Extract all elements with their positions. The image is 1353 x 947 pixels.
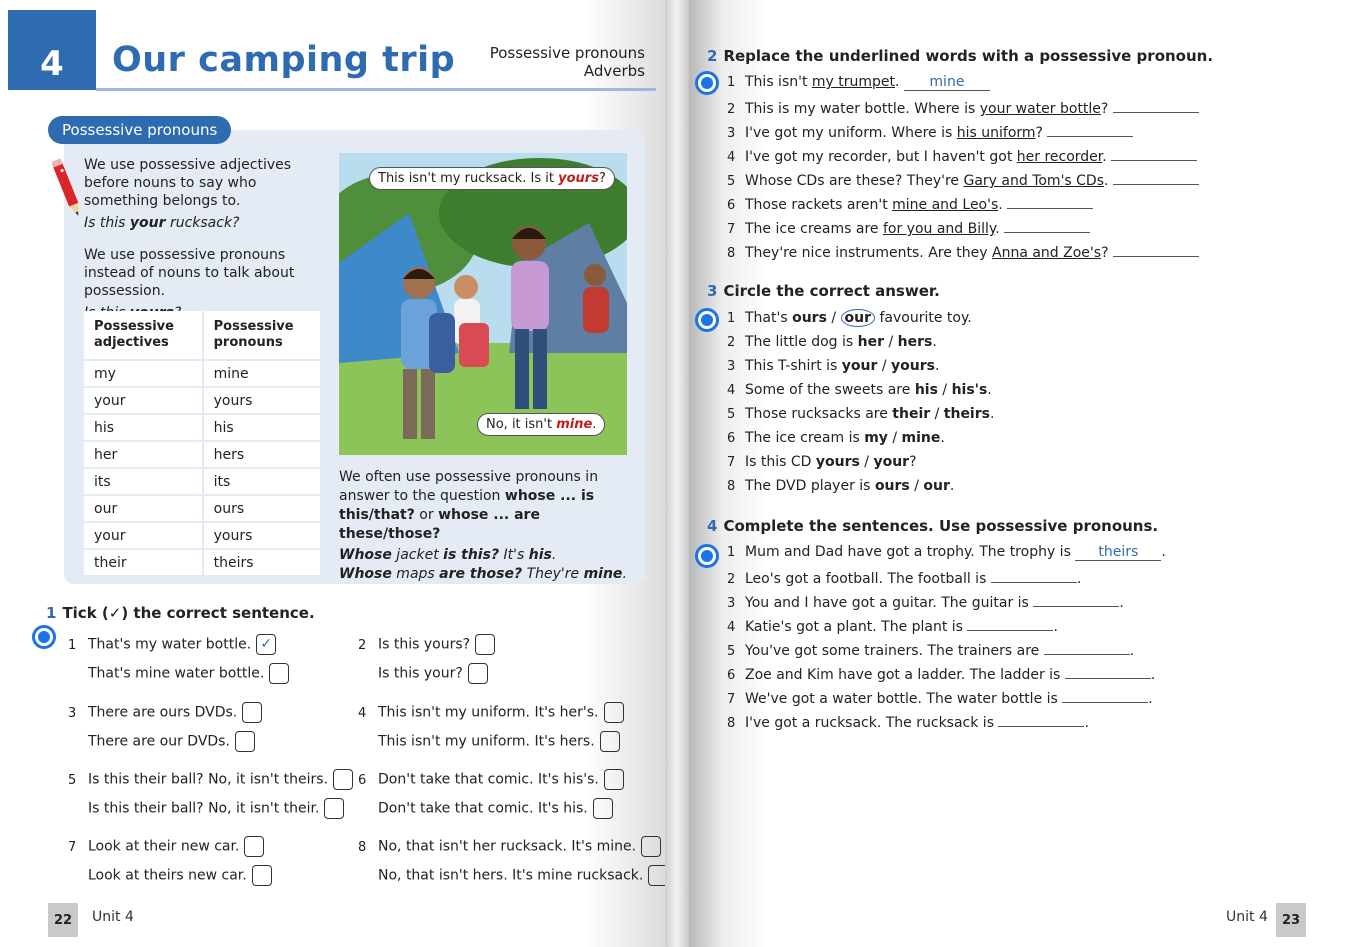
unit-number-badge bbox=[8, 10, 96, 90]
sentence-end: . bbox=[940, 430, 945, 446]
item-number: 8 bbox=[727, 246, 736, 261]
item-number: 3 bbox=[68, 705, 77, 721]
left-page bbox=[0, 0, 665, 947]
option-separator: / bbox=[826, 310, 841, 326]
option-a[interactable]: his bbox=[914, 382, 938, 398]
page-number: 22 bbox=[48, 903, 78, 937]
sentence-text: Katie's got a plant. The plant is bbox=[745, 619, 963, 635]
ex1-sentence-5a bbox=[68, 769, 353, 790]
ex4-item bbox=[727, 568, 1081, 587]
example-marker-icon bbox=[32, 625, 56, 649]
tick-checkbox[interactable] bbox=[333, 769, 353, 790]
ex3-item bbox=[727, 358, 939, 374]
sentence-text: That's my water bottle. bbox=[88, 636, 252, 653]
sentence-end: . bbox=[998, 197, 1003, 213]
table-cell-adjective: your bbox=[84, 522, 203, 549]
tick-checkbox[interactable] bbox=[641, 836, 661, 857]
item-number: 8 bbox=[358, 839, 367, 855]
sentence-end: . bbox=[895, 74, 900, 90]
table-row bbox=[84, 387, 320, 414]
sentence-end: . bbox=[1104, 173, 1109, 189]
tick-checkbox[interactable] bbox=[235, 731, 255, 752]
table-cell-pronoun: yours bbox=[203, 387, 320, 414]
option-separator: / bbox=[930, 406, 944, 422]
ex2-item bbox=[727, 170, 1199, 189]
answer-field[interactable]: theirs bbox=[1075, 544, 1161, 561]
ex1-sentence-4a bbox=[358, 702, 624, 723]
ex1-sentence-1a bbox=[68, 634, 276, 655]
table-header-row bbox=[84, 311, 320, 360]
tick-checkbox[interactable] bbox=[269, 663, 289, 684]
option-b[interactable]: theirs bbox=[943, 406, 990, 422]
ex4-item bbox=[727, 616, 1058, 635]
answer-field[interactable] bbox=[998, 712, 1084, 727]
sentence-text: Is this CD bbox=[745, 454, 816, 470]
sentence-text: This isn't bbox=[745, 74, 812, 90]
sentence-end: . bbox=[949, 478, 955, 494]
sentence-end: . bbox=[995, 221, 1000, 237]
option-b[interactable]: our bbox=[923, 478, 950, 494]
option-a[interactable]: ours bbox=[874, 478, 910, 494]
sentence-end: . bbox=[934, 358, 940, 374]
option-separator: / bbox=[884, 334, 898, 350]
sentence-text: They're nice instruments. Are they bbox=[745, 245, 992, 261]
unit-title: Our camping trip bbox=[112, 40, 456, 80]
item-number: 8 bbox=[727, 716, 736, 731]
speech-bubble-mine: No, it isn't mine. bbox=[477, 413, 605, 436]
whose-example-1: Whose jacket is this? It's his. bbox=[339, 547, 557, 563]
ex2-item bbox=[727, 242, 1199, 261]
sentence-text: I've got a rucksack. The rucksack is bbox=[745, 715, 994, 731]
underlined-words: Anna and Zoe's bbox=[992, 245, 1102, 261]
ex3-item bbox=[727, 310, 972, 326]
option-a[interactable]: her bbox=[857, 334, 884, 350]
table-cell-pronoun: mine bbox=[203, 360, 320, 387]
sentence-end: . bbox=[989, 406, 995, 422]
table-row bbox=[84, 495, 320, 522]
underlined-words: your water bottle bbox=[979, 101, 1101, 117]
table-header-pronouns: Possessive pronouns bbox=[203, 311, 320, 360]
table-body bbox=[84, 360, 320, 576]
item-number: 1 bbox=[727, 311, 736, 326]
answer-field[interactable] bbox=[1111, 146, 1197, 161]
underlined-words: my trumpet bbox=[811, 74, 896, 90]
item-number: 4 bbox=[358, 705, 367, 721]
topic-possessive-pronouns: Possessive pronouns bbox=[489, 44, 645, 62]
sentence-text: This T-shirt is bbox=[745, 358, 842, 374]
sentence-text: Look at their new car. bbox=[88, 838, 240, 855]
option-separator: / bbox=[909, 478, 924, 494]
table-row bbox=[84, 522, 320, 549]
table-row bbox=[84, 441, 320, 468]
ex3-item bbox=[727, 406, 994, 422]
sentence-text: Leo's got a football. The football is bbox=[745, 571, 987, 587]
item-number: 1 bbox=[68, 637, 77, 653]
tick-checkbox[interactable]: ✓ bbox=[256, 634, 276, 655]
explain-adjectives: We use possessive adjectives before nouns to say who something belongs to. bbox=[84, 157, 292, 209]
option-b[interactable]: hers bbox=[897, 334, 933, 350]
underlined-words: her recorder bbox=[1016, 149, 1103, 165]
sentence-end: favourite toy. bbox=[875, 310, 972, 326]
ex1-sentence-8a bbox=[358, 836, 661, 857]
table-cell-adjective: their bbox=[84, 549, 203, 576]
ex1-sentence-3a bbox=[68, 702, 262, 723]
item-number: 1 bbox=[727, 545, 736, 560]
answer-field[interactable] bbox=[1065, 664, 1151, 679]
option-a[interactable]: ours bbox=[792, 310, 827, 326]
table-cell-pronoun: yours bbox=[203, 522, 320, 549]
sentence-text: We've got a water bottle. The water bottle is bbox=[745, 691, 1058, 707]
answer-field[interactable] bbox=[1033, 592, 1119, 607]
sentence-end: . bbox=[1129, 643, 1135, 659]
tick-checkbox[interactable] bbox=[475, 634, 495, 655]
underlined-words: Gary and Tom's CDs bbox=[963, 173, 1105, 189]
underlined-words: mine and Leo's bbox=[892, 197, 999, 213]
option-separator: / bbox=[937, 382, 952, 398]
ex1-sentence-7b bbox=[68, 865, 272, 886]
whose-note bbox=[339, 468, 635, 584]
table-row bbox=[84, 360, 320, 387]
ex2-item bbox=[727, 146, 1197, 165]
ex3-item bbox=[727, 454, 917, 470]
option-separator: / bbox=[859, 454, 874, 470]
ex4-item bbox=[727, 688, 1153, 707]
footer-unit-label: Unit 4 bbox=[1226, 909, 1268, 925]
table-cell-adjective: his bbox=[84, 414, 203, 441]
ex2-item bbox=[727, 218, 1090, 237]
ex4-item bbox=[727, 640, 1134, 659]
tick-checkbox[interactable] bbox=[252, 865, 272, 886]
exercise-2-heading: 2 Replace the underlined words with a possessive pronoun. bbox=[707, 47, 1214, 65]
item-number: 6 bbox=[727, 198, 736, 213]
item-number: 3 bbox=[727, 126, 736, 141]
sentence-text: The little dog is bbox=[745, 334, 858, 350]
table-cell-adjective: our bbox=[84, 495, 203, 522]
sentence-end: . bbox=[1084, 715, 1089, 731]
sentence-text: Is this their ball? No, it isn't their. bbox=[88, 800, 320, 817]
option-a[interactable]: my bbox=[864, 430, 888, 446]
ex1-sentence-5b bbox=[68, 798, 344, 819]
option-a[interactable]: your bbox=[841, 358, 878, 374]
sentence-text: Those rackets aren't bbox=[745, 197, 893, 213]
exercise-3-heading: 3 Circle the correct answer. bbox=[707, 282, 940, 300]
explain-pronouns: We use possessive pronouns instead of nouns to talk about possession. bbox=[84, 247, 295, 299]
item-number: 6 bbox=[358, 772, 367, 788]
option-a[interactable]: yours bbox=[815, 454, 860, 470]
option-b[interactable]: mine bbox=[901, 430, 941, 446]
table-cell-pronoun: ours bbox=[203, 495, 320, 522]
answer-field[interactable] bbox=[1004, 218, 1090, 233]
answer-field[interactable] bbox=[1113, 98, 1199, 113]
tick-checkbox[interactable] bbox=[604, 769, 624, 790]
speech-bubble-yours: This isn't my rucksack. Is it yours? bbox=[369, 167, 615, 190]
tick-checkbox[interactable] bbox=[244, 836, 264, 857]
table-cell-adjective: my bbox=[84, 360, 203, 387]
item-number: 5 bbox=[727, 644, 736, 659]
ex2-item bbox=[727, 122, 1133, 141]
ex1-sentence-8b bbox=[358, 865, 665, 886]
sentence-text: Is this yours? bbox=[378, 636, 471, 653]
ex1-sentence-6a bbox=[358, 769, 624, 790]
option-separator: / bbox=[887, 430, 902, 446]
item-number: 6 bbox=[727, 431, 736, 446]
sentence-text: No, that isn't her rucksack. It's mine. bbox=[378, 838, 637, 855]
table-cell-pronoun: his bbox=[203, 414, 320, 441]
option-b[interactable]: his's bbox=[951, 382, 988, 398]
sentence-text: Those rucksacks are bbox=[745, 406, 893, 422]
item-number: 2 bbox=[727, 335, 736, 350]
ex4-item bbox=[727, 712, 1089, 731]
underlined-words: for you and Billy bbox=[882, 221, 996, 237]
table-cell-adjective: its bbox=[84, 468, 203, 495]
item-number: 7 bbox=[727, 222, 736, 237]
answer-field[interactable] bbox=[1007, 194, 1093, 209]
unit-number: 4 bbox=[40, 44, 64, 84]
sentence-text: Is this your? bbox=[378, 665, 463, 682]
right-page bbox=[689, 0, 1353, 947]
item-number: 7 bbox=[68, 839, 77, 855]
tick-checkbox[interactable] bbox=[242, 702, 262, 723]
sentence-end: . bbox=[1053, 619, 1058, 635]
item-number: 7 bbox=[727, 692, 736, 707]
ex1-sentence-3b bbox=[68, 731, 255, 752]
item-number: 2 bbox=[358, 637, 367, 653]
answer-field[interactable] bbox=[967, 616, 1053, 631]
option-b[interactable]: your bbox=[873, 454, 910, 470]
pencil-icon bbox=[52, 156, 82, 220]
ex1-sentence-7a bbox=[68, 836, 264, 857]
item-number: 7 bbox=[727, 455, 736, 470]
ex4-item bbox=[727, 592, 1124, 611]
sentence-end: . bbox=[1076, 571, 1082, 587]
answer-field[interactable] bbox=[991, 568, 1077, 583]
tick-checkbox[interactable] bbox=[604, 702, 624, 723]
tick-checkbox[interactable] bbox=[600, 731, 620, 752]
sentence-end: ? bbox=[1100, 101, 1109, 117]
sentence-end: ? bbox=[1101, 245, 1109, 261]
tick-checkbox[interactable] bbox=[468, 663, 488, 684]
sentence-text: There are ours DVDs. bbox=[88, 704, 238, 721]
ex1-sentence-2a bbox=[358, 634, 495, 655]
answer-field[interactable]: mine bbox=[904, 74, 990, 91]
sentence-text: Is this their ball? No, it isn't theirs. bbox=[88, 771, 329, 788]
sentence-text: This isn't my uniform. It's hers. bbox=[378, 733, 595, 750]
sentence-text: That's mine water bottle. bbox=[88, 665, 265, 682]
sentence-text: The DVD player is bbox=[745, 478, 875, 494]
sentence-text: I've got my recorder, but I haven't got bbox=[745, 149, 1017, 165]
sentence-text: That's bbox=[745, 310, 793, 326]
example-marker-icon bbox=[695, 308, 719, 332]
whose-explanation: We often use possessive pronouns in answer to the question whose ... is this/that? or whose ... are these/those? bbox=[339, 469, 599, 542]
table-header-adjectives: Possessive adjectives bbox=[84, 311, 203, 360]
item-number: 1 bbox=[727, 75, 736, 90]
sentence-text: Zoe and Kim have got a ladder. The ladder is bbox=[745, 667, 1061, 683]
topic-adverbs: Adverbs bbox=[583, 62, 645, 80]
book-gutter bbox=[665, 0, 689, 947]
ex3-item bbox=[727, 430, 945, 446]
sentence-end: . bbox=[1161, 544, 1166, 560]
sentence-text: You've got some trainers. The trainers are bbox=[745, 643, 1040, 659]
ex1-sentence-6b bbox=[358, 798, 613, 819]
item-number: 3 bbox=[727, 596, 736, 611]
ex4-item bbox=[727, 544, 1166, 561]
item-number: 5 bbox=[727, 174, 736, 189]
possessive-table bbox=[84, 311, 320, 577]
table-row bbox=[84, 468, 320, 495]
item-number: 5 bbox=[68, 772, 77, 788]
item-number: 6 bbox=[727, 668, 736, 683]
whose-example-2: Whose maps are those? They're mine. bbox=[339, 566, 627, 582]
item-number: 2 bbox=[727, 572, 736, 587]
sentence-end: ? bbox=[1035, 125, 1043, 141]
item-number: 4 bbox=[727, 620, 736, 635]
ex3-item bbox=[727, 382, 992, 398]
sentence-text: Mum and Dad have got a trophy. The trophy is bbox=[745, 544, 1071, 560]
ex1-sentence-1b bbox=[68, 663, 289, 684]
ex4-item bbox=[727, 664, 1155, 683]
table-cell-adjective: her bbox=[84, 441, 203, 468]
table-row bbox=[84, 414, 320, 441]
answer-field[interactable] bbox=[1113, 170, 1199, 185]
sentence-text: Some of the sweets are bbox=[745, 382, 915, 398]
sentence-text: This is my water bottle. Where is bbox=[745, 101, 980, 117]
option-a[interactable]: their bbox=[892, 406, 931, 422]
example-marker-icon bbox=[695, 544, 719, 568]
sentence-text: Whose CDs are these? They're bbox=[745, 173, 964, 189]
table-cell-pronoun: theirs bbox=[203, 549, 320, 576]
item-number: 3 bbox=[727, 359, 736, 374]
table-cell-adjective: your bbox=[84, 387, 203, 414]
sentence-text: Look at theirs new car. bbox=[88, 867, 247, 884]
exercise-4-heading: 4 Complete the sentences. Use possessive pronouns. bbox=[707, 517, 1159, 535]
answer-field[interactable] bbox=[1113, 242, 1199, 257]
tick-checkbox[interactable] bbox=[324, 798, 344, 819]
underlined-words: his uniform bbox=[956, 125, 1036, 141]
topic-tags bbox=[490, 44, 645, 80]
ex2-item bbox=[727, 194, 1093, 213]
camping-scene-image bbox=[339, 153, 627, 455]
item-number: 8 bbox=[727, 479, 736, 494]
ex2-item bbox=[727, 74, 990, 91]
footer-unit-label: Unit 4 bbox=[92, 909, 134, 925]
option-separator: / bbox=[877, 358, 892, 374]
example-marker-icon bbox=[695, 71, 719, 95]
ex3-item bbox=[727, 478, 954, 494]
ex2-item bbox=[727, 98, 1199, 117]
sentence-text: The ice cream is bbox=[745, 430, 865, 446]
answer-field[interactable] bbox=[1047, 122, 1133, 137]
sentence-text: I've got my uniform. Where is bbox=[745, 125, 957, 141]
ex3-item bbox=[727, 334, 937, 350]
grammar-explanation bbox=[84, 156, 329, 336]
sentence-text: This isn't my uniform. It's her's. bbox=[378, 704, 599, 721]
sentence-end: . bbox=[1102, 149, 1107, 165]
section-title: Possessive pronouns bbox=[48, 116, 231, 144]
tick-checkbox[interactable] bbox=[593, 798, 613, 819]
sentence-text: The ice creams are bbox=[745, 221, 883, 237]
sentence-text: There are our DVDs. bbox=[88, 733, 230, 750]
sentence-end: . bbox=[987, 382, 992, 398]
item-number: 5 bbox=[727, 407, 736, 422]
ex1-sentence-2b bbox=[358, 663, 488, 684]
sentence-end: . bbox=[1150, 667, 1156, 683]
sentence-end: . bbox=[1148, 691, 1153, 707]
option-b[interactable]: our bbox=[841, 309, 876, 327]
sentence-end: ? bbox=[909, 454, 917, 470]
answer-field[interactable] bbox=[1062, 688, 1148, 703]
example-adjective: Is this your rucksack? bbox=[84, 215, 240, 231]
option-b[interactable]: yours bbox=[891, 358, 935, 374]
table-cell-pronoun: hers bbox=[203, 441, 320, 468]
sentence-text: Don't take that comic. It's his's. bbox=[378, 771, 599, 788]
sentence-end: . bbox=[1119, 595, 1124, 611]
camping-illustration bbox=[339, 153, 627, 455]
sentence-end: . bbox=[932, 334, 937, 350]
tick-checkbox[interactable] bbox=[648, 865, 665, 886]
sentence-text: No, that isn't hers. It's mine rucksack. bbox=[378, 867, 644, 884]
sentence-text: You and I have got a guitar. The guitar is bbox=[745, 595, 1029, 611]
page-number: 23 bbox=[1276, 903, 1306, 937]
header-rule bbox=[96, 88, 656, 91]
table-row bbox=[84, 549, 320, 576]
ex1-sentence-4b bbox=[358, 731, 620, 752]
item-number: 4 bbox=[727, 383, 736, 398]
item-number: 4 bbox=[727, 150, 736, 165]
item-number: 2 bbox=[727, 102, 736, 117]
exercise-1-heading: 1 Tick (✓) the correct sentence. bbox=[46, 604, 315, 622]
answer-field[interactable] bbox=[1044, 640, 1130, 655]
sentence-text: Don't take that comic. It's his. bbox=[378, 800, 588, 817]
table-cell-pronoun: its bbox=[203, 468, 320, 495]
